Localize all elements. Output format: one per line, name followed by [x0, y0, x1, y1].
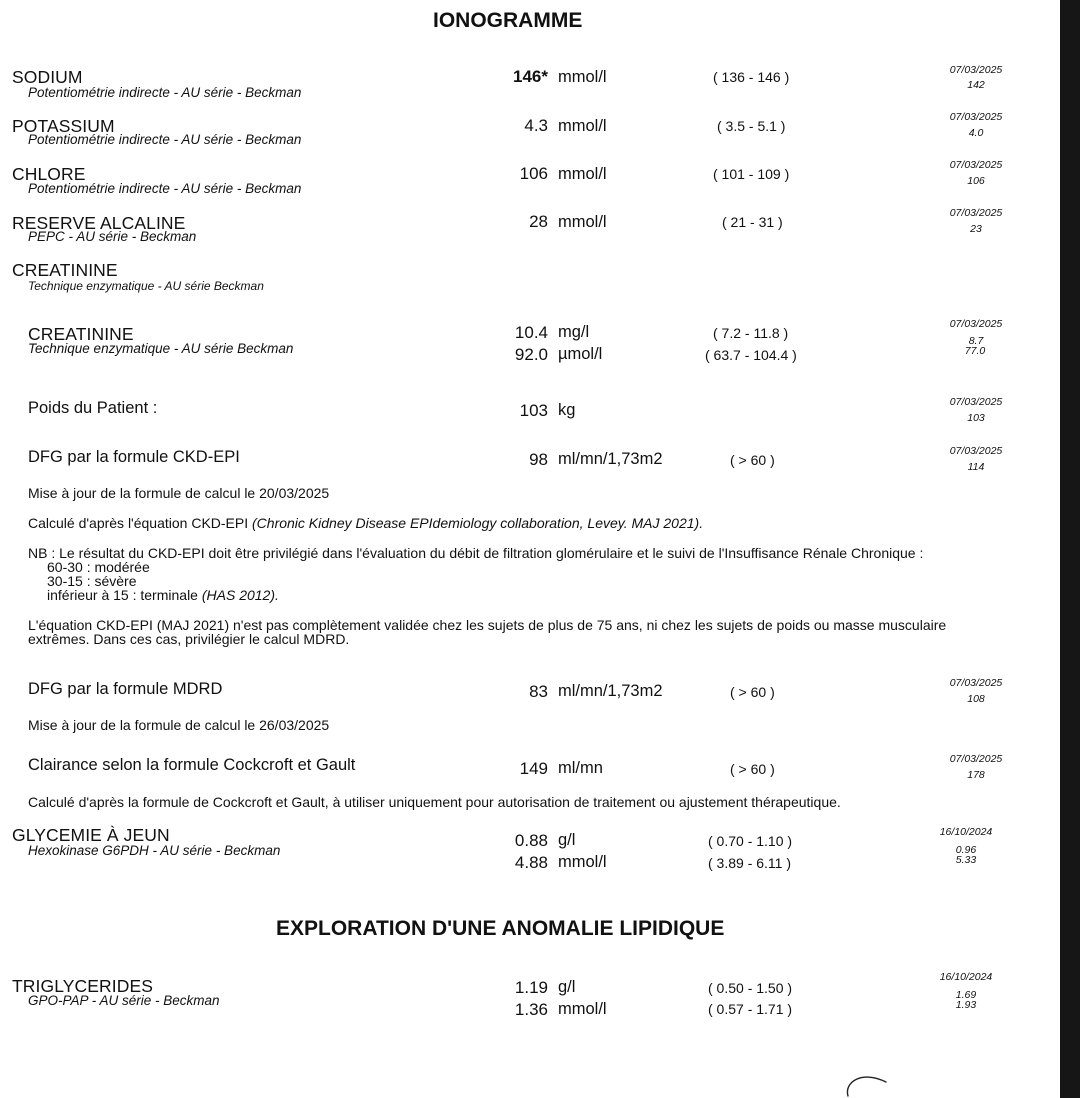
test-method: Potentiométrie indirecte - AU série - Beckman: [28, 181, 302, 196]
reference-range: ( 101 - 109 ): [713, 166, 790, 182]
test-unit: mmol/l: [558, 213, 607, 231]
note-nb: NB : Le résultat du CKD-EPI doit être privilégié dans l'évaluation du débit de filtration glomérulaire et le suivi de l'Insuffisance Rénale Chronique :: [28, 545, 924, 561]
previous-value: 142: [967, 79, 985, 91]
test-value-1: 0.88: [514, 831, 548, 850]
note-nb-item: 30-15 : sévère: [47, 573, 137, 589]
previous-date: 07/03/2025: [949, 159, 1003, 171]
previous-value: 114: [967, 461, 985, 473]
section-title-lipid: EXPLORATION D'UNE ANOMALIE LIPIDIQUE: [276, 917, 725, 940]
previous-date: 07/03/2025: [949, 396, 1003, 408]
note-citation: (HAS 2012).: [201, 587, 279, 603]
note-text: Calculé d'après l'équation CKD-EPI: [28, 515, 253, 531]
note-ckd-valid-1: L'équation CKD-EPI (MAJ 2021) n'est pas complètement validée chez les sujets de plus de 75 ans, ni chez les sujets de poids ou masse musculaire: [28, 617, 947, 633]
test-method: GPO-PAP - AU série - Beckman: [28, 993, 220, 1008]
reference-range: ( > 60 ): [730, 452, 775, 468]
section-title-ionogramme: IONOGRAMME: [433, 9, 583, 32]
test-value-1: 10.4: [514, 323, 548, 342]
reference-range-1: ( 0.50 - 1.50 ): [708, 980, 793, 996]
previous-value-2: 77.0: [964, 345, 986, 357]
test-value: 83: [529, 682, 548, 701]
test-value: 28: [529, 212, 548, 231]
reference-range-1: ( 0.70 - 1.10 ): [708, 833, 793, 849]
test-name: GLYCEMIE À JEUN: [12, 825, 170, 845]
test-value: 98: [529, 450, 548, 469]
test-value: 4.3: [524, 116, 548, 135]
test-unit: ml/mn/1,73m2: [558, 450, 663, 468]
test-unit-2: mmol/l: [558, 853, 607, 871]
reference-range-1: ( 7.2 - 11.8 ): [713, 325, 789, 341]
test-unit: mmol/l: [558, 68, 607, 86]
test-name: DFG par la formule MDRD: [28, 680, 223, 698]
test-method: Hexokinase G6PDH - AU série - Beckman: [28, 843, 281, 858]
previous-value-1: 0.96: [955, 844, 977, 856]
note-mdrd-update: Mise à jour de la formule de calcul le 26/03/2025: [28, 717, 330, 733]
previous-value: 108: [967, 693, 985, 705]
previous-value-1: 8.7: [968, 335, 984, 347]
reference-range: ( 21 - 31 ): [722, 214, 783, 230]
note-nb-item: [47, 588, 279, 602]
test-name: Poids du Patient :: [28, 399, 158, 417]
reference-range-2: ( 63.7 - 104.4 ): [705, 347, 797, 363]
test-name: CHLORE: [12, 164, 86, 184]
test-unit-1: g/l: [558, 831, 576, 849]
previous-date: 07/03/2025: [949, 318, 1003, 330]
test-name: POTASSIUM: [12, 116, 115, 136]
previous-value: 23: [970, 223, 982, 235]
previous-value: 106: [967, 175, 985, 187]
previous-date: 07/03/2025: [949, 753, 1003, 765]
test-method: PEPC - AU série - Beckman: [28, 229, 197, 244]
previous-value-1: 1.69: [955, 989, 977, 1001]
previous-date: 07/03/2025: [949, 64, 1003, 76]
test-name: CREATININE: [28, 324, 134, 344]
test-unit: ml/mn/1,73m2: [558, 682, 663, 700]
test-name: TRIGLYCERIDES: [12, 976, 154, 996]
previous-value: 4.0: [968, 127, 984, 139]
test-unit-1: g/l: [558, 978, 576, 996]
test-name: Clairance selon la formule Cockcroft et Gault: [28, 756, 356, 774]
test-name: SODIUM: [12, 67, 83, 87]
test-value-2: 1.36: [514, 1000, 548, 1019]
reference-range-2: ( 0.57 - 1.71 ): [708, 1001, 793, 1017]
previous-value: 103: [967, 412, 985, 424]
reference-range: ( 3.5 - 5.1 ): [717, 118, 786, 134]
right-edge-strip: [1060, 0, 1080, 1098]
test-group-method: Technique enzymatique - AU série Beckman: [28, 279, 264, 293]
reference-range: ( 136 - 146 ): [713, 69, 790, 85]
previous-date: 07/03/2025: [949, 111, 1003, 123]
test-unit-1: mg/l: [558, 323, 590, 341]
previous-date: 07/03/2025: [949, 677, 1003, 689]
previous-date: 16/10/2024: [939, 826, 993, 838]
reference-range: ( > 60 ): [730, 761, 775, 777]
previous-date: 07/03/2025: [949, 207, 1003, 219]
test-unit: mmol/l: [558, 165, 607, 183]
test-value: 146*: [513, 67, 548, 86]
note-text: inférieur à 15 : terminale: [47, 587, 202, 603]
reference-range: ( > 60 ): [730, 684, 775, 700]
test-value: 103: [519, 401, 548, 420]
previous-date: 16/10/2024: [939, 971, 993, 983]
test-value-2: 92.0: [514, 345, 548, 364]
note-ckd-calc: [28, 515, 703, 531]
test-name: RESERVE ALCALINE: [12, 213, 186, 233]
reference-range-2: ( 3.89 - 6.11 ): [708, 855, 792, 871]
test-group-name: CREATININE: [12, 260, 118, 280]
previous-value-2: 1.93: [955, 999, 977, 1011]
test-method: Potentiométrie indirecte - AU série - Beckman: [28, 132, 302, 147]
test-value: 149: [519, 759, 548, 778]
previous-date: 07/03/2025: [949, 445, 1003, 457]
test-value-2: 4.88: [514, 853, 548, 872]
test-value-1: 1.19: [514, 978, 548, 997]
test-unit-2: mmol/l: [558, 1000, 607, 1018]
note-citation: (Chronic Kidney Disease EPIdemiology collaboration, Levey. MAJ 2021).: [252, 515, 704, 531]
test-unit: mmol/l: [558, 117, 607, 135]
test-value: 106: [519, 164, 548, 183]
previous-value-2: 5.33: [955, 854, 977, 866]
note-cockcroft: Calculé d'après la formule de Cockcroft et Gault, à utiliser uniquement pour autorisation de traitement ou ajustement thérapeutique.: [28, 794, 841, 810]
test-unit-2: µmol/l: [558, 345, 603, 363]
note-nb-item: 60-30 : modérée: [47, 559, 150, 575]
test-name: DFG par la formule CKD-EPI: [28, 448, 240, 466]
previous-value: 178: [967, 769, 985, 781]
pen-mark-icon: [840, 1068, 900, 1098]
test-method: Potentiométrie indirecte - AU série - Beckman: [28, 85, 302, 100]
test-unit: kg: [558, 401, 576, 419]
note-ckd-update: Mise à jour de la formule de calcul le 20/03/2025: [28, 485, 330, 501]
test-method: Technique enzymatique - AU série Beckman: [28, 341, 294, 356]
note-ckd-valid-2: extrêmes. Dans ces cas, privilégier le calcul MDRD.: [28, 631, 350, 647]
test-unit: ml/mn: [558, 759, 603, 777]
